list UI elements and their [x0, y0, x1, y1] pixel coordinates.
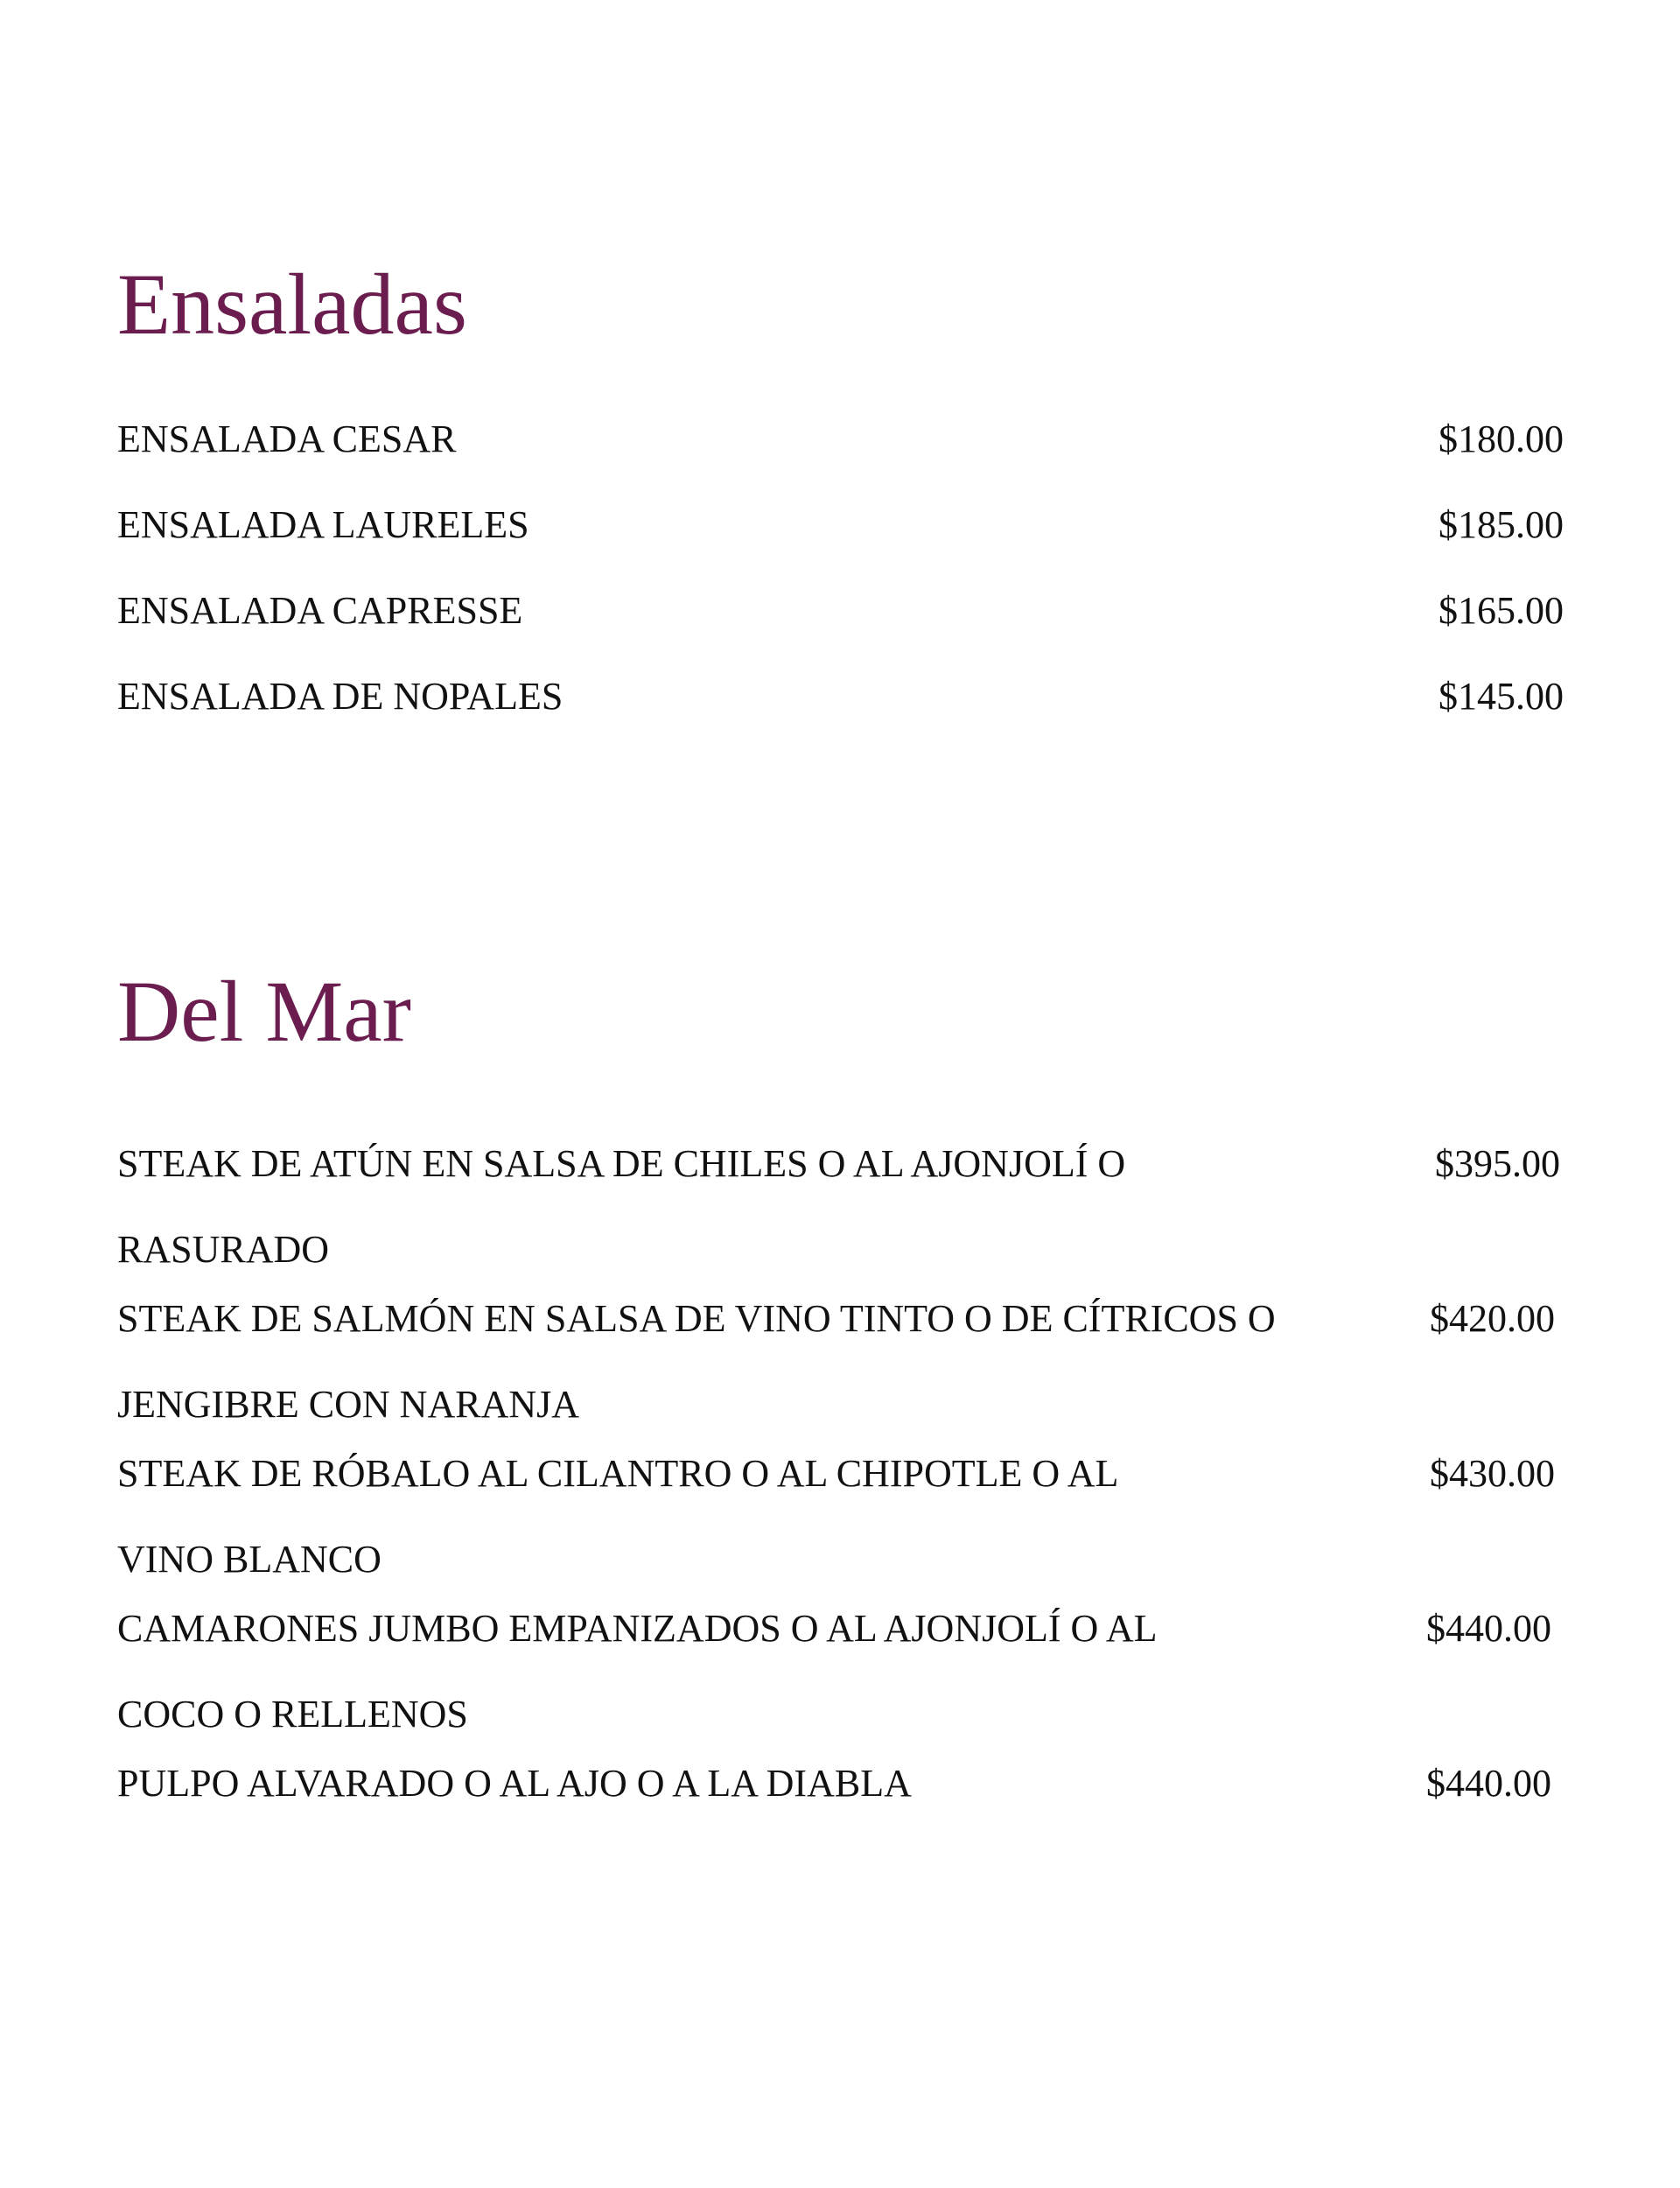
- item-price: $395.00: [1435, 1142, 1560, 1185]
- item-price: $430.00: [1430, 1452, 1555, 1495]
- item-name-line1: STEAK DE SALMÓN EN SALSA DE VINO TINTO O DE CÍTRICOS O: [117, 1297, 1276, 1340]
- item-price: $420.00: [1430, 1297, 1555, 1340]
- item-name: ENSALADA CESAR: [117, 417, 457, 460]
- item-name: ENSALADA DE NOPALES: [117, 675, 564, 718]
- item-name: ENSALADA CAPRESSE: [117, 589, 523, 632]
- item-name: ENSALADA LAURELES: [117, 503, 529, 546]
- item-price: $180.00: [1438, 417, 1564, 460]
- item-name-line2: JENGIBRE CON NARANJA: [117, 1383, 580, 1426]
- item-name-line1: STEAK DE ATÚN EN SALSA DE CHILES O AL AJONJOLÍ O: [117, 1142, 1126, 1185]
- item-name-line2: RASURADO: [117, 1228, 330, 1271]
- item-name-line2: VINO BLANCO: [117, 1538, 382, 1581]
- item-name-line1: STEAK DE RÓBALO AL CILANTRO O AL CHIPOTLE O AL: [117, 1452, 1119, 1495]
- section-title-del-mar: Del Mar: [117, 963, 411, 1060]
- item-name-line1: PULPO ALVARADO O AL AJO O A LA DIABLA: [117, 1762, 912, 1805]
- item-price: $185.00: [1438, 503, 1564, 546]
- item-name-line1: CAMARONES JUMBO EMPANIZADOS O AL AJONJOLÍ O AL: [117, 1607, 1158, 1650]
- item-price: $165.00: [1438, 589, 1564, 632]
- section-title-ensaladas: Ensaladas: [117, 256, 467, 353]
- item-name-line2: COCO O RELLENOS: [117, 1693, 468, 1736]
- item-price: $145.00: [1438, 675, 1564, 718]
- item-price: $440.00: [1426, 1607, 1551, 1650]
- item-price: $440.00: [1426, 1762, 1551, 1805]
